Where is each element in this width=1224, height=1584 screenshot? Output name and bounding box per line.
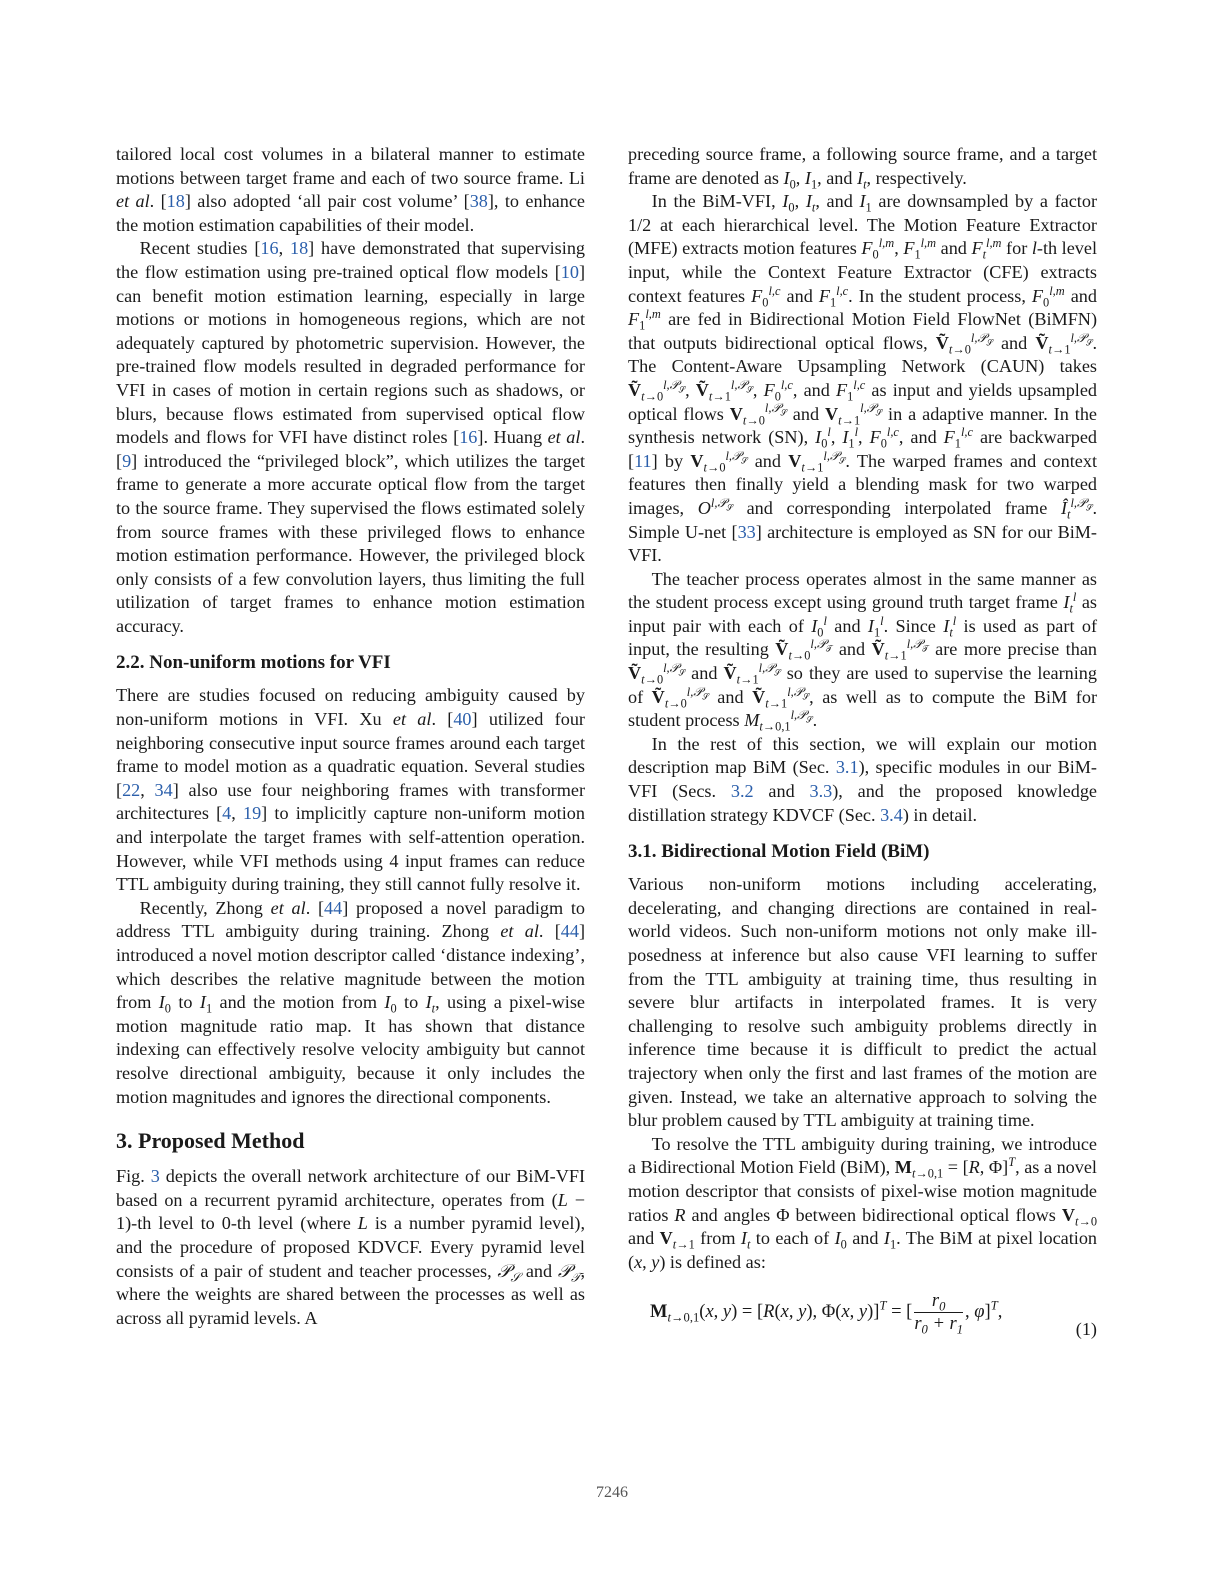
citation-link[interactable]: 44 — [324, 897, 343, 918]
citation-link[interactable]: 18 — [289, 238, 309, 259]
paragraph: There are studies focused on reducing ambiguity caused by non-uniform motions in VFI. Xu et al. [40] utilized four neighboring consecutive input source frames around each target frame to model motion as a quadratic equation. Several studies [22, 34] also use four neighboring frames with transformer architectures [4, 19] to implicitly capture non-uniform motion and interpolate the target frames with self-attention operation. However, while VFI methods using 4 input frames can reduce TTL ambiguity during training, they still cannot fully resolve it. — [116, 685, 585, 895]
left-column — [116, 143, 585, 1330]
section-link[interactable]: 3.2 — [730, 781, 754, 802]
paragraph: The teacher process operates almost in the same manner as the student process except using ground truth target frame $I_t^l$ as input pair with each of $I_0^l$ and $I_1^l$. Since $I_t^l$ is used as part of input, the resulting Ṽ$_{t\to 0}^{l,𝒫_𝒯}$ and Ṽ$_{t\to 1}^{l,𝒫_𝒯}$ are more precise than Ṽ$_{t\to 0}^{l,𝒫_𝒮}$ and Ṽ$_{t\to 1}^{l,𝒫_𝒮}$ so they are used to supervise the learning of Ṽ$_{t\to 0}^{l,𝒫_𝒮}$ and Ṽ$_{t\to 1}^{l,𝒫_𝒮}$, as well as to compute the BiM for student process $M_{t\to 0,1}^{l,𝒫_𝒮}$. — [628, 568, 1098, 734]
section-heading: 3. Proposed Method — [116, 1128, 305, 1154]
section-heading: 2.2. Non-uniform motions for VFI — [116, 652, 391, 674]
citation-link[interactable]: 18 — [166, 191, 185, 212]
right-column — [628, 143, 1097, 1342]
figure-link[interactable]: 3 — [150, 1166, 160, 1187]
paragraph: To resolve the TTL ambiguity during training, we introduce a Bidirectional Motion Field (BiM), $M_{t\to 0,1} = [R$, Φ]$^T$, as a novel motion descriptor that consists of pixel-wise motion magnitude ratios R and angles Φ between bidirectional optical flows $V_{t\to 0}$ and $V_{t\to 1}$ from $I_t$ to each of $I_0$ and $I_1$. The BiM at pixel location (x, y) is defined as: — [628, 1133, 1098, 1272]
citation-link[interactable]: 44 — [560, 921, 579, 942]
paragraph: In the BiM-VFI, $I_0$, $I_t$, and $I_1$ are downsampled by a factor 1/2 at each hierarchical level. The Motion Feature Extractor (MFE) extracts motion features $F_0^{l,m}$, $F_1^{l,m}$ and $F_t^{l,m}$ for l-th level input, while the Context Feature Extractor (CFE) extracts context features $F_0^{l,c}$ and $F_1^{l,c}$. In the student process, $F_0^{l,m}$ and $F_1^{l,m}$ are fed in Bidirectional Motion Field FlowNet (BiMFN) that outputs bidirectional optical flows, Ṽ$_{t\to 0}^{l,𝒫_𝒮}$ and Ṽ$_{t\to 1}^{l,𝒫_𝒮}$. The Content-Aware Upsampling Network (CAUN) takes Ṽ$_{t\to 0}^{l,𝒫_𝒮}$, Ṽ$_{t\to 1}^{l,𝒫_𝒮}$, $F_0^{l,c}$, and $F_1^{l,c}$ as input and yields upsampled optical flows $V_{t\to 0}^{l,𝒫_𝒮}$ and $V_{t\to 1}^{l,𝒫_𝒮}$ in a adaptive manner. In the synthesis network (SN), $I_0^l$, $I_1^l$, $F_0^{l,c}$, and $F_1^{l,c}$ are backwarped [11] by $V_{t\to 0}^{l,𝒫_𝒮}$ and $V_{t\to 1}^{l,𝒫_𝒮}$. The warped frames and context features then finally yield a blending mask for two warped images, $O^{l,𝒫_𝒮}$ and corresponding interpolated frame $Î_t^{l,𝒫_𝒮}$. Simple U-net [33] architecture is employed as SN for our BiM-VFI. — [628, 191, 1098, 566]
section-heading: 3.1. Bidirectional Motion Field (BiM) — [628, 841, 930, 863]
fraction: $\frac{r_0}{r_0 + r_1}$ — [914, 1291, 964, 1337]
paragraph: tailored local cost volumes in a bilateral manner to estimate motions between target frame and each of two source frame. Li et al. [18] also adopted ‘all pair cost volume’ [38], to enhance the motion estimation capabilities of their model. — [116, 144, 585, 235]
section-link[interactable]: 3.4 — [880, 804, 903, 825]
citation-link[interactable]: 9 — [122, 450, 132, 471]
paragraph: preceding source frame, a following source frame, and a target frame are denoted as $I_0$, $I_1$, and $I_t$, respectively. — [628, 144, 1097, 192]
paragraph: Recently, Zhong et al. [44] proposed a novel paradigm to address TTL ambiguity during training. Zhong et al. [44] introduced a novel motion descriptor called ‘distance indexing’, which describes the relative magnitude between the motion from $I_0$ to $I_1$ and the motion from $I_0$ to $I_t$, using a pixel-wise motion magnitude ratio map. It has shown that distance indexing can effectively resolve velocity ambiguity but cannot resolve directional ambiguity, because it only includes the motion magnitudes and ignores the directional components. — [116, 897, 586, 1107]
citation-link[interactable]: 4 — [222, 803, 232, 824]
citation-link[interactable]: 10 — [560, 261, 579, 282]
paragraph: Recent studies [16, 18] have demonstrated that supervising the flow estimation using pre-trained optical flow models [10] can benefit motion estimation learning, especially in large motions or motions in homogeneous regions, which are not adequately captured by photometric supervision. However, the pre-trained flow models resulted in degraded performance for VFI in cases of motion in certain regions such as shadows, or blurs, because flows estimated from supervised optical flow models and flows for VFI have distinct roles [16]. Huang et al. [9] introduced the “privileged block”, which utilizes the target frame to generate a more accurate optical flow from the target to the source frame. They supervised the flows estimated solely from source frames with these privileged flows to enhance motion estimation performance. However, the privileged block only consists of a few convolution layers, thus limiting the full utilization of target frames to enhance motion estimation accuracy. — [116, 238, 586, 636]
paragraph: In the rest of this section, we will explain our motion description map BiM (Sec. 3.1), specific modules in our BiM-VFI (Secs. 3.2 and 3.3), and the proposed knowledge distillation strategy KDVCF (Sec. 3.4) in detail. — [628, 733, 1098, 825]
citation-link[interactable]: 11 — [634, 450, 652, 471]
citation-link[interactable]: 33 — [737, 521, 756, 542]
paragraph: Various non-uniform motions including accelerating, decelerating, and changing directions are contained in real-world videos. Such non-uniform motions not only make ill-posedness at inference but also cause VFI learning to suffer from the TTL ambiguity at training time, thus resulting in severe blur artifacts in interpolated frames. It is very challenging to resolve such ambiguity problems directly in inference time because it is difficult to predict the actual trajectory when only the first and last frames of the motion are given. Instead, we take an alternative approach to solving the blur problem caused by TTL ambiguity at training time. — [628, 874, 1097, 1131]
page-number: 7246 — [596, 1484, 628, 1501]
citation-link[interactable]: 19 — [242, 803, 262, 824]
equation-number: (1) — [1075, 1319, 1097, 1340]
citation-link[interactable]: 40 — [453, 709, 472, 730]
citation-link[interactable]: 16 — [260, 238, 279, 259]
section-link[interactable]: 3.1 — [835, 757, 859, 778]
citation-link[interactable]: 22 — [122, 779, 141, 800]
citation-link[interactable]: 16 — [459, 427, 478, 448]
equation-body: $M_{t\to 0,1}(x$, y) = [R(x, y), Φ(x, y)]$^T$ = [ $\frac{r_0}{r_0 + r_1}$ , φ]$^T$, — [650, 1291, 1003, 1337]
citation-link[interactable]: 38 — [469, 191, 488, 212]
citation-link[interactable]: 34 — [154, 779, 173, 800]
section-link[interactable]: 3.3 — [809, 781, 833, 802]
paragraph: Fig. 3 depicts the overall network architecture of our BiM-VFI based on a recurrent pyramid architecture, operates from (L − 1)-th level to 0-th level (where L is a number pyramid level), and the procedure of proposed KDVCF. Every pyramid level consists of a pair of student and teacher processes, 𝒫$_𝒮$ and 𝒫$_𝒯$, where the weights are shared between the processes as well as across all pyramid levels. A — [116, 1166, 585, 1328]
equation-1 — [628, 1282, 1097, 1342]
